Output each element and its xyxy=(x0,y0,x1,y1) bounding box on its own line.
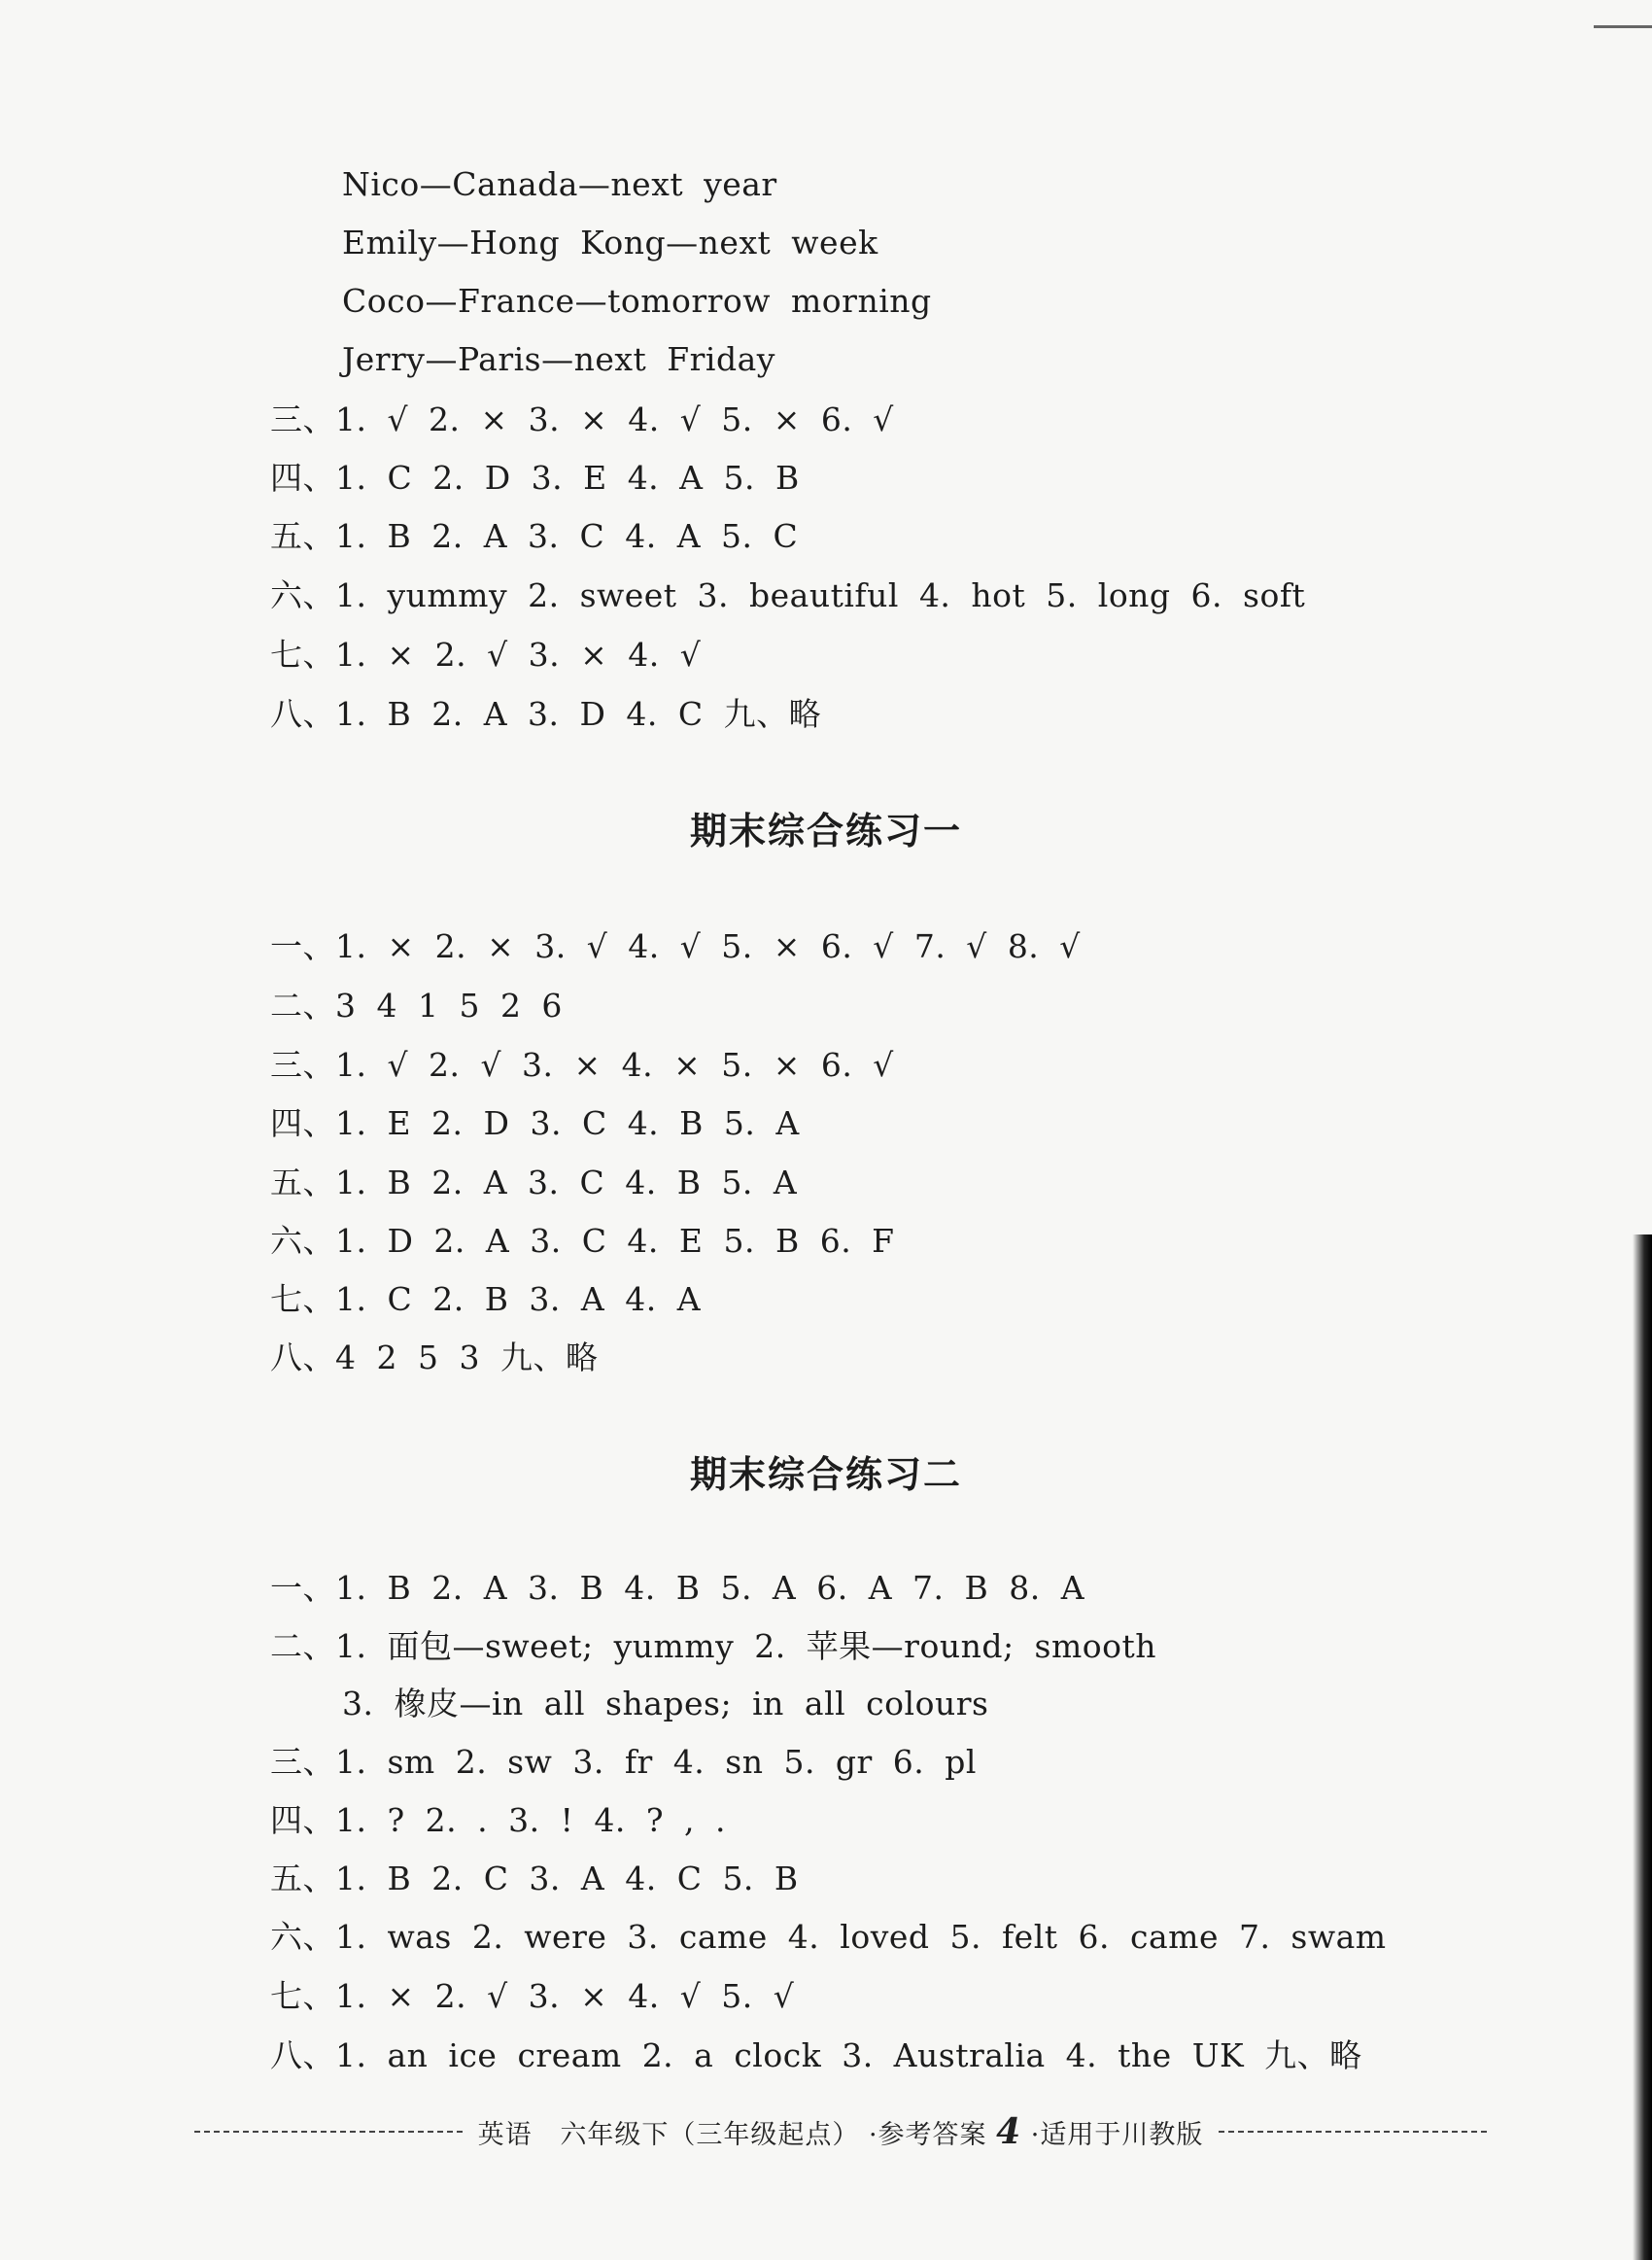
answer-line: 二、3 4 1 5 2 6 xyxy=(270,987,563,1025)
answer-line: 三、1. √ 2. × 3. × 4. √ 5. × 6. √ xyxy=(270,400,894,438)
answer-line: Jerry—Paris—next Friday xyxy=(342,340,775,378)
answer-line: 四、1. E 2. D 3. C 4. B 5. A xyxy=(270,1104,800,1142)
footer-rule-left xyxy=(194,2131,463,2133)
answer-line: 八、4 2 5 3 九、略 xyxy=(270,1339,599,1376)
answer-line: 三、1. sm 2. sw 3. fr 4. sn 5. gr 6. pl xyxy=(270,1743,977,1781)
answer-line: 四、1. C 2. D 3. E 4. A 5. B xyxy=(270,459,800,497)
answer-line: 七、1. × 2. √ 3. × 4. √ xyxy=(270,636,702,674)
page-footer xyxy=(194,2111,1487,2152)
answer-line: 五、1. B 2. C 3. A 4. C 5. B xyxy=(270,1860,799,1897)
answer-line: Emily—Hong Kong—next week xyxy=(342,224,878,261)
answer-line: 二、1. 面包—sweet; yummy 2. 苹果—round; smooth xyxy=(270,1627,1157,1665)
scan-edge-shadow xyxy=(1633,1234,1652,2260)
footer-edition: ·适用于川教版 xyxy=(1030,2120,1204,2150)
answer-line: 五、1. B 2. A 3. C 4. A 5. C xyxy=(270,517,799,555)
answer-line: 六、1. was 2. were 3. came 4. loved 5. felt 6. came 7. swam xyxy=(270,1918,1387,1956)
answer-line: 三、1. √ 2. √ 3. × 4. × 5. × 6. √ xyxy=(270,1046,894,1084)
answer-line: 六、1. yummy 2. sweet 3. beautiful 4. hot 5. long 6. soft xyxy=(270,576,1306,614)
footer-text xyxy=(463,2111,1220,2152)
answer-line: 一、1. × 2. × 3. √ 4. √ 5. × 6. √ 7. √ 8. √ xyxy=(270,927,1081,965)
answer-line: 八、1. an ice cream 2. a clock 3. Australia 4. the UK 九、略 xyxy=(270,2036,1362,2074)
corner-mark xyxy=(1594,25,1652,28)
answer-line: 七、1. × 2. √ 3. × 4. √ 5. √ xyxy=(270,1977,795,2015)
answer-line: 四、1. ? 2. . 3. ! 4. ? , . xyxy=(270,1801,726,1839)
answer-line: 五、1. B 2. A 3. C 4. B 5. A xyxy=(270,1164,798,1201)
answer-line: 六、1. D 2. A 3. C 4. E 5. B 6. F xyxy=(270,1222,895,1260)
answer-line: Coco—France—tomorrow morning xyxy=(342,282,932,320)
footer-rule-right xyxy=(1219,2131,1487,2133)
answer-line: 3. 橡皮—in all shapes; in all colours xyxy=(342,1685,989,1722)
section-title: 期末综合练习二 xyxy=(689,1452,962,1496)
section-title: 期末综合练习一 xyxy=(689,809,962,852)
answer-line: 七、1. C 2. B 3. A 4. A xyxy=(270,1280,702,1318)
footer-subject: 英语 xyxy=(477,2120,533,2150)
footer-grade: 六年级下（三年级起点） xyxy=(560,2120,860,2150)
answer-line: 一、1. B 2. A 3. B 4. B 5. A 6. A 7. B 8. A xyxy=(270,1569,1085,1607)
answer-line: 八、1. B 2. A 3. D 4. C 九、略 xyxy=(270,695,822,733)
page-number: 4 xyxy=(996,2111,1022,2152)
answer-line: Nico—Canada—next year xyxy=(342,165,777,203)
footer-answers-label: ·参考答案 xyxy=(868,2120,987,2150)
